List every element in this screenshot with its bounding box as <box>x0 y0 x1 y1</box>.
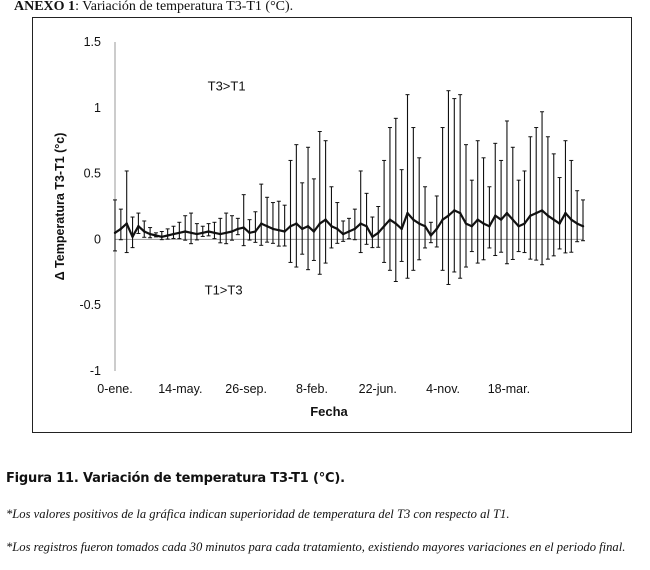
y-tick-label: 1 <box>94 100 101 115</box>
annotation-t1-greater: T1>T3 <box>204 282 243 298</box>
annex-label: ANEXO 1 <box>14 0 76 14</box>
annex-title: : Variación de temperatura T3-T1 (°C). <box>75 0 294 14</box>
chart-frame <box>32 17 632 433</box>
figure-title: Variación de temperatura T3-T1 (°C). <box>78 471 345 486</box>
figure-label: Figura 11. <box>6 471 79 486</box>
annotation-t3-greater: T3>T1 <box>207 78 246 94</box>
x-tick-label: 18-mar. <box>487 382 531 396</box>
x-tick-label: 14-may. <box>158 382 203 396</box>
y-tick-label: -0.5 <box>79 298 101 313</box>
temperature-difference-chart <box>33 18 630 431</box>
x-tick-label: 26-sep. <box>225 382 267 396</box>
figure-caption <box>6 471 345 486</box>
y-tick-label: 0 <box>94 232 101 247</box>
series-line <box>113 91 585 285</box>
x-tick-label: 8-feb. <box>295 382 328 396</box>
y-tick-label: 0.5 <box>83 166 101 181</box>
x-axis <box>97 239 583 396</box>
x-axis-label: Fecha <box>310 404 348 419</box>
annex-heading <box>14 0 293 15</box>
y-axis-label: Δ Temperatura T3-T1 (°c) <box>53 132 67 281</box>
note-positive-values: *Los valores positivos de la gráfica indican superioridad de temperatura del T3 con respecto al T1. <box>6 507 510 521</box>
note-sampling: *Los registros fueron tomados cada 30 minutos para cada tratamiento, existiendo mayores variaciones en el periodo final. <box>6 540 626 554</box>
x-tick-label: 0-ene. <box>97 382 133 396</box>
y-tick-label: 1.5 <box>83 35 101 49</box>
y-axis <box>79 35 115 378</box>
y-tick-label: -1 <box>89 364 101 378</box>
x-tick-label: 22-jun. <box>358 382 397 396</box>
x-tick-label: 4-nov. <box>426 382 461 396</box>
